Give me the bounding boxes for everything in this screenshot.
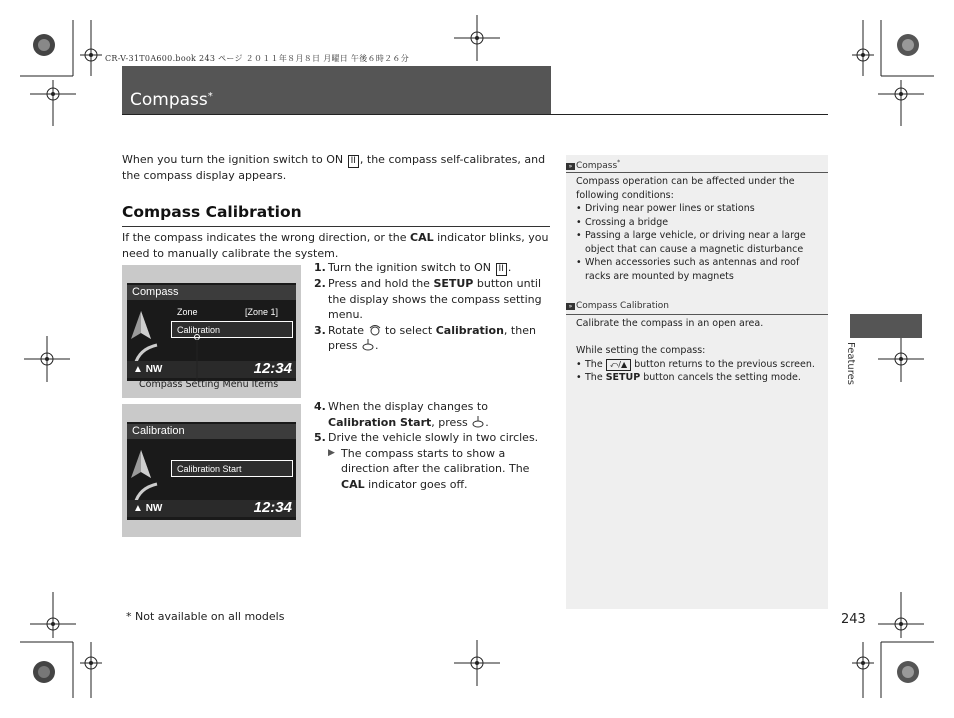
note-rule bbox=[566, 314, 828, 315]
page-title-text: Compass bbox=[130, 90, 208, 110]
title-footnote-mark: * bbox=[207, 91, 213, 102]
ignition-on-key-symbol: II bbox=[348, 155, 359, 168]
step-5-text: Drive the vehicle slowly in two circles. bbox=[328, 431, 539, 444]
step-number: 4. bbox=[314, 400, 326, 413]
bullet-text: Crossing a bridge bbox=[585, 216, 669, 228]
note-heading-mark: * bbox=[617, 159, 621, 166]
note-bullet bbox=[576, 256, 822, 283]
setup-button-label: SETUP bbox=[433, 277, 474, 290]
step-5 bbox=[314, 430, 552, 446]
result-text bbox=[341, 446, 552, 493]
bullet-text bbox=[585, 358, 815, 372]
print-header-line: CR-V-31T0A600.book 243 ページ ２０１１年８月８日 月曜日 午後６時２６分 bbox=[105, 54, 410, 63]
step-3-text: Rotate bbox=[328, 323, 368, 337]
menu-item-calibration-selected: Calibration bbox=[171, 321, 293, 338]
direction-text: NW bbox=[145, 364, 163, 375]
screen-illustration-calibration bbox=[122, 404, 301, 537]
screen-status-bar bbox=[127, 361, 296, 378]
spacer bbox=[576, 331, 822, 345]
compass-needle-icon bbox=[129, 309, 167, 369]
clock-readout: 12:34 bbox=[253, 360, 292, 377]
result-arrow-icon: ▶ bbox=[328, 447, 335, 458]
step-3-after: , then press bbox=[328, 323, 536, 352]
step-number: 2. bbox=[314, 277, 326, 290]
note-text: While setting the compass: bbox=[576, 345, 706, 356]
bullet-text-end: button cancels the setting mode. bbox=[640, 372, 801, 383]
step-4-end: . bbox=[485, 415, 489, 429]
bullet-text-end: button returns to the previous screen. bbox=[631, 358, 815, 370]
step-3 bbox=[314, 323, 552, 354]
steps-group-1 bbox=[314, 260, 552, 354]
step-number: 3. bbox=[314, 323, 326, 337]
bullet-dot: • bbox=[576, 257, 582, 268]
step-3-mid: to select bbox=[381, 323, 436, 337]
direction-readout-2: ▲ NW bbox=[133, 503, 163, 514]
result-text-end: indicator goes off. bbox=[364, 477, 468, 491]
chapter-tab bbox=[850, 314, 922, 338]
screen-illustration-compass bbox=[122, 265, 301, 398]
step-2 bbox=[314, 276, 552, 323]
direction-text-2: NW bbox=[145, 503, 163, 514]
selector-knob-rotate-icon bbox=[368, 324, 382, 336]
title-rule bbox=[122, 114, 828, 115]
screen-title: Compass bbox=[132, 286, 179, 298]
screen-title-bar bbox=[127, 285, 296, 300]
calibration-start-label: Calibration Start bbox=[328, 415, 432, 429]
setup-button-label: SETUP bbox=[605, 372, 641, 383]
bullet-dot: • bbox=[576, 372, 582, 383]
bullet-text bbox=[585, 371, 801, 385]
back-button-symbol-icon: ⤺/▲ bbox=[606, 359, 631, 371]
compass-needle-icon-2 bbox=[129, 448, 167, 508]
step-text bbox=[328, 399, 552, 430]
step-4 bbox=[314, 399, 552, 430]
bullet-text-start: The bbox=[585, 372, 606, 383]
page-title bbox=[130, 90, 213, 110]
note-marker-icon: » bbox=[566, 303, 575, 310]
note-bullet bbox=[576, 216, 822, 230]
intro-text: When you turn the ignition switch to ON bbox=[122, 153, 347, 166]
note-rule bbox=[566, 172, 828, 173]
step-2-end: button until the display shows the compass setting menu. bbox=[328, 277, 542, 321]
menu-item-zone: Zone bbox=[177, 307, 198, 317]
note-heading-text: Compass bbox=[576, 161, 618, 171]
menu-item-calibration-start-selected: Calibration Start bbox=[171, 460, 293, 477]
chapter-tab-label: Features bbox=[845, 342, 856, 385]
steps-group-2 bbox=[314, 399, 552, 492]
bullet-dot: • bbox=[576, 358, 582, 370]
step-4-mid: , press bbox=[431, 415, 472, 429]
ignition-on-key-symbol: II bbox=[496, 263, 507, 276]
step-text bbox=[328, 323, 552, 354]
note-bullet bbox=[576, 202, 822, 216]
screen-title-2: Calibration bbox=[132, 425, 185, 437]
step-text bbox=[328, 276, 552, 323]
callout-leader-line bbox=[192, 333, 202, 381]
step-1-text: Turn the ignition switch to ON bbox=[328, 261, 495, 274]
bullet-text: Driving near power lines or stations bbox=[585, 203, 755, 214]
step-1-end: . bbox=[507, 261, 512, 274]
step-5-result bbox=[314, 446, 552, 493]
step-1 bbox=[314, 260, 552, 276]
direction-readout: ▲ NW bbox=[133, 364, 163, 375]
display-screen-2 bbox=[127, 422, 296, 520]
note-heading-calibration bbox=[566, 301, 669, 311]
selector-knob-press-icon bbox=[361, 339, 375, 351]
clock-readout-2: 12:34 bbox=[253, 499, 292, 516]
note-bullet bbox=[576, 358, 822, 372]
bullet-text: When accessories such as antennas and roof racks are mounted by magnets bbox=[585, 257, 800, 282]
step-4-text: When the display changes to bbox=[328, 400, 488, 413]
step-3-end: . bbox=[375, 339, 379, 352]
note-bullet bbox=[576, 229, 822, 256]
note-text: Calibrate the compass in an open area. bbox=[576, 318, 764, 329]
note-text: Compass operation can be affected under the following conditions: bbox=[576, 176, 795, 201]
note-heading-compass bbox=[566, 159, 620, 171]
footnote: * Not available on all models bbox=[126, 610, 285, 623]
note-marker-icon: » bbox=[566, 163, 575, 170]
section-intro-text-rest: indicator blinks, you need to manually calibrate the system. bbox=[122, 231, 549, 260]
note-body-calibration bbox=[576, 317, 822, 385]
bullet-dot: • bbox=[576, 230, 582, 241]
screen-caption: Compass Setting Menu Items bbox=[139, 379, 279, 390]
bullet-text-start: The bbox=[585, 358, 606, 370]
section-rule bbox=[122, 226, 550, 227]
section-intro bbox=[122, 230, 552, 262]
screen-status-bar-2 bbox=[127, 500, 296, 517]
step-2-text: Press and hold the bbox=[328, 277, 434, 290]
note-bullet bbox=[576, 371, 822, 385]
page-number: 243 bbox=[841, 612, 866, 627]
section-intro-text: If the compass indicates the wrong direction, or the bbox=[122, 231, 411, 244]
result-text-start: The compass starts to show a direction after the calibration. The bbox=[341, 446, 530, 475]
step-text bbox=[328, 260, 511, 276]
menu-item-zone-value: [Zone 1] bbox=[245, 307, 279, 317]
calibration-label: Calibration bbox=[435, 323, 504, 337]
bullet-dot: • bbox=[576, 203, 582, 214]
cal-indicator-label: CAL bbox=[341, 477, 365, 491]
display-screen bbox=[127, 283, 296, 381]
intro-paragraph bbox=[122, 152, 552, 184]
cal-indicator-label: CAL bbox=[410, 231, 434, 244]
bullet-dot: • bbox=[576, 216, 582, 228]
bullet-text: Passing a large vehicle, or driving near a large object that can cause a magnetic disturbance bbox=[585, 230, 806, 255]
note-body-compass bbox=[576, 175, 822, 283]
intro-text-rest: , the compass self-calibrates, and the compass display appears. bbox=[122, 153, 546, 182]
step-number: 1. bbox=[314, 261, 326, 274]
screen-title-bar-2 bbox=[127, 424, 296, 439]
note-heading-text: Compass Calibration bbox=[576, 301, 669, 311]
sidebar-notes bbox=[566, 155, 828, 609]
selector-knob-press-icon bbox=[471, 416, 485, 428]
step-number: 5. bbox=[314, 431, 326, 444]
section-title: Compass Calibration bbox=[122, 203, 302, 221]
